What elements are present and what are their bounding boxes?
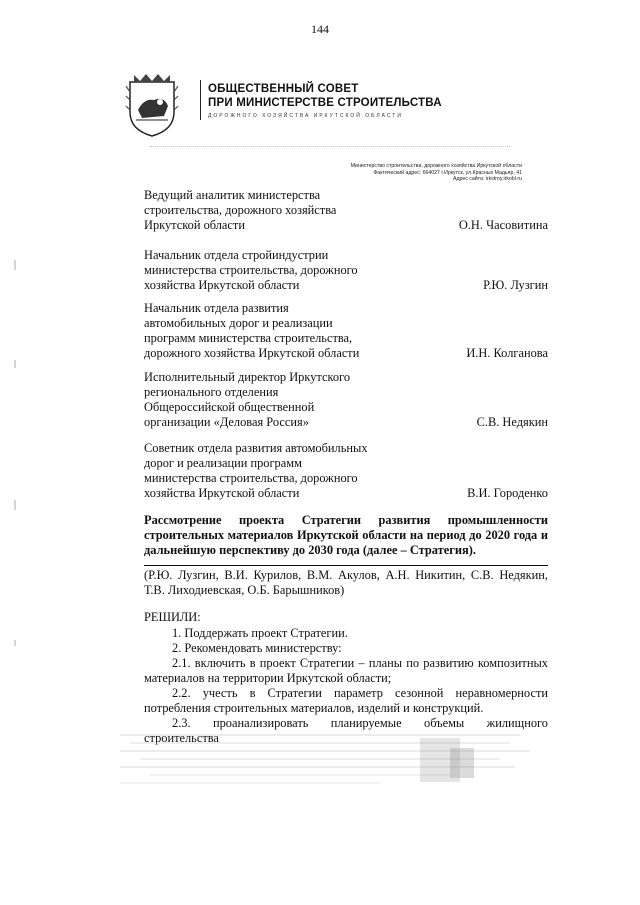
role-line: регионального отделения: [144, 385, 279, 399]
agenda-item: Рассмотрение проекта Стратегии развития промышленности строительных материалов Иркутской области на период до 2020 года и дальнейшую перспективу до 2030 года (далее – Стратегия).: [144, 513, 548, 557]
scan-noise: [120, 728, 540, 798]
signatory-entry: [144, 370, 548, 430]
decision-item: 2. Рекомендовать министерству:: [172, 641, 342, 655]
signatory-role: [144, 441, 369, 501]
role-line: организации «Деловая Россия»: [144, 415, 309, 429]
role-line: Ведущий аналитик министерства: [144, 188, 321, 202]
organization-title: [208, 82, 442, 110]
role-line: строительства, дорожного хозяйства: [144, 203, 337, 217]
address-line-1: Министерство строительства, дорожного хозяйства Иркутской области: [350, 163, 522, 169]
speakers-list: (Р.Ю. Лузгин, В.И. Курилов, В.М. Акулов, А.Н. Никитин, С.В. Недякин, Т.В. Лиходиевская, О.Б. Барышников): [144, 565, 548, 598]
role-line: дорожного хозяйства Иркутской области: [144, 346, 360, 360]
signatory-role: [144, 248, 369, 293]
role-line: Иркутской области: [144, 218, 245, 232]
irkutsk-coat-of-arms-icon: [124, 72, 180, 138]
role-line: автомобильных дорог и реализации: [144, 316, 333, 330]
signatory-name: О.Н. Часовитина: [458, 218, 548, 232]
signatory-role: [144, 188, 369, 233]
org-line-2: ПРИ МИНИСТЕРСТВЕ СТРОИТЕЛЬСТВА: [208, 97, 442, 109]
signatory-role: [144, 301, 369, 361]
role-line: Начальник отдела развития: [144, 301, 289, 315]
role-line: министерства строительства, дорожного: [144, 471, 358, 485]
role-line: Исполнительный директор Иркутского: [144, 370, 351, 384]
decision-item: 2.1. включить в проект Стратегии – планы по развитию композитных материалов на территории Иркутской области;: [144, 656, 548, 685]
address-line-3: Адрес сайта: irkstroy.irkobl.ru: [453, 176, 522, 182]
decision-item: 1. Поддержать проект Стратегии.: [172, 626, 348, 640]
signatory-entry: [144, 301, 548, 361]
role-line: программ министерства строительства,: [144, 331, 353, 345]
role-line: Советник отдела развития автомобильных: [144, 441, 368, 455]
signatory-role: [144, 370, 369, 430]
decision-item: 2.3. проанализировать планируемые объемы жилищного строительства: [144, 716, 548, 745]
address-line-2: Фактический адрес: 664027 г.Иркутск, ул.Красных Мадьяр, 41: [373, 169, 522, 176]
role-line: Общероссийской общественной: [144, 400, 315, 414]
signatory-name: В.И. Городенко: [467, 486, 548, 500]
margin-marks: [10, 240, 20, 740]
signatory-entry: [144, 248, 548, 293]
address-block: [351, 163, 522, 183]
org-subtitle: ДОРОЖНОГО ХОЗЯЙСТВА ИРКУТСКОЙ ОБЛАСТИ: [208, 113, 403, 119]
decision-item: 2.2. учесть в Стратегии параметр сезонной неравномерности потребления строительных материалов, изделий и конструкций.: [144, 686, 548, 715]
header-divider: [200, 80, 201, 120]
signatory-entry: [144, 441, 548, 501]
signatory-name: Р.Ю. Лузгин: [483, 278, 548, 292]
resolved-heading: РЕШИЛИ:: [144, 610, 201, 624]
signatory-name: И.Н. Колганова: [466, 346, 548, 360]
role-line: хозяйства Иркутской области: [144, 486, 300, 500]
role-line: министерства строительства, дорожного: [144, 263, 358, 277]
role-line: дорог и реализации программ: [144, 456, 302, 470]
page-number: 144: [311, 22, 329, 36]
role-line: Начальник отдела стройиндустрии: [144, 248, 329, 262]
role-line: хозяйства Иркутской области: [144, 278, 300, 292]
signatory-entry: [144, 188, 548, 233]
signatory-name: С.В. Недякин: [476, 415, 548, 429]
header-dotted-rule: [150, 146, 510, 147]
org-line-1: ОБЩЕСТВЕННЫЙ СОВЕТ: [208, 83, 359, 95]
